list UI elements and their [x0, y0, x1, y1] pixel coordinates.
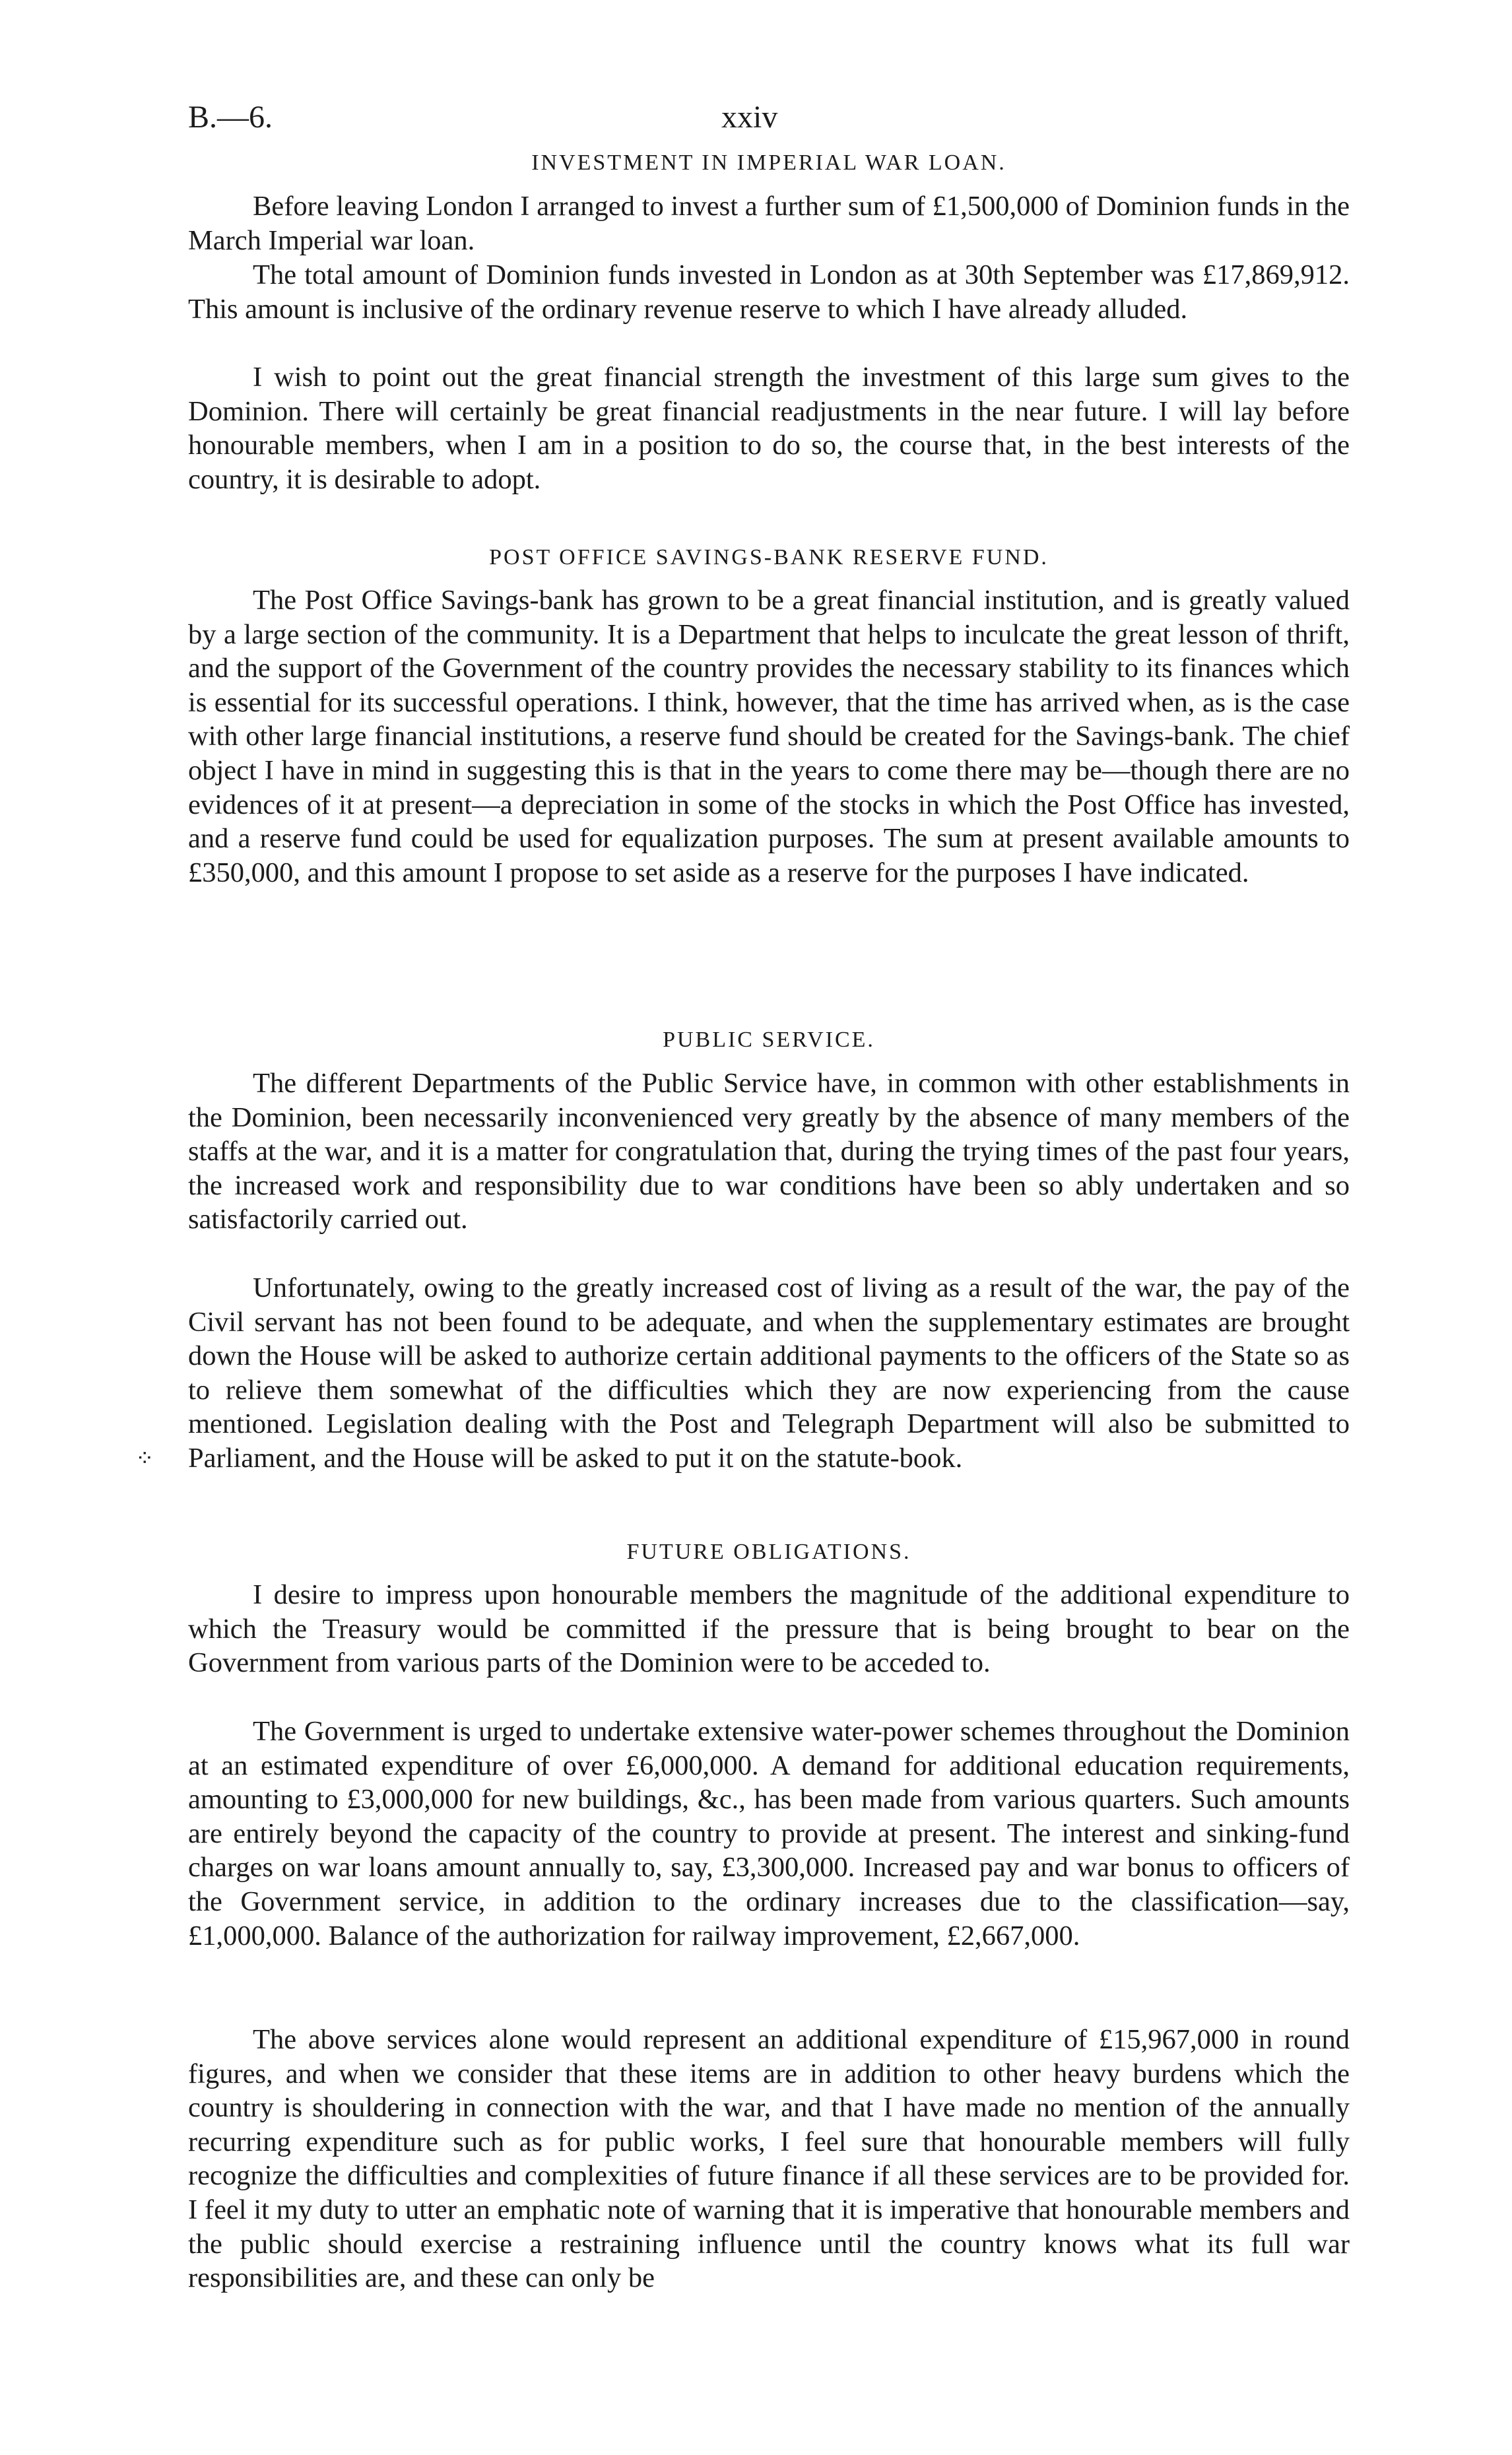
section-heading-future-obligations: FUTURE OBLIGATIONS. — [626, 1540, 911, 1564]
page-number: xxiv — [721, 100, 778, 135]
section-heading-investment: INVESTMENT IN IMPERIAL WAR LOAN. — [531, 150, 1006, 175]
paragraph: I wish to point out the great financial strength the investment of this large sum gives to the Dominion. There will certainly be great financial readjustments in the near future. I will lay before honourable members, when I am in a position to do so, the course that, in the best interests of the country, it is desirable to adopt. — [188, 362, 1350, 495]
section-heading-public-service: PUBLIC SERVICE. — [663, 1028, 875, 1052]
paragraph: The Post Office Savings-bank has grown to be a great financial institution, and is greatly valued by a large section of the community. It is a Department that helps to inculcate the great lesson of thrift, and the support of the Government of the country provides the necessary stability to its finances which is essential for its successful operations. I think, however, that the time has arrived when, as is the case with other large financial institutions, a reserve fund should be created for the Savings-bank. The chief object I have in mind in suggesting this is that in the years to come there may be—though there are no evidences of it at present—a depreciation in some of the stocks in which the Post Office has invested, and a reserve fund could be used for equalization purposes. The sum at present available amounts to £350,000, and this amount I propose to set aside as a reserve for the purposes I have indicated. — [188, 585, 1350, 888]
margin-mark: ⁘ — [135, 1447, 154, 1471]
paragraph: The above services alone would represent an additional expenditure of £15,967,000 in round figures, and when we consider that these items are in addition to other heavy burdens which the country is shouldering in connection with the war, and that I have made no mention of the annually recurring expenditure such as for public works, I feel sure that honourable members will fully recognize the difficulties and complexities of future finance if all these services are to be provided for. I feel it my duty to utter an emphatic note of warning that it is imperative that honourable members and the public should exercise a restraining influence until the country knows what its full war responsibilities are, and these can only be — [188, 2024, 1350, 2294]
paragraph: Before leaving London I arranged to invest a further sum of £1,500,000 of Dominion funds in the March Imperial war loan. — [188, 191, 1350, 256]
section-heading-savings-bank: POST OFFICE SAVINGS-BANK RESERVE FUND. — [489, 545, 1049, 570]
paragraph: The total amount of Dominion funds invested in London as at 30th September was £17,869,912. This amount is inclusive of the ordinary revenue reserve to which I have already alluded. — [188, 259, 1350, 325]
paragraph: The different Departments of the Public Service have, in common with other establishments in the Dominion, been necessarily inconvenienced very greatly by the absence of many members of the staffs at the war, and it is a matter for congratulation that, during the trying times of the past four years, the increased work and responsibility due to war conditions have been so ably undertaken and so satisfactorily carried out. — [188, 1068, 1350, 1235]
paragraph: Unfortunately, owing to the greatly increased cost of living as a result of the war, the pay of the Civil servant has not been found to be adequate, and when the supplementary estimates are brought down the House will be asked to authorize certain additional payments to the officers of the State so as to relieve them somewhat of the difficulties which they are now experiencing from the cause mentioned. Legislation dealing with the Post and Telegraph Department will also be submitted to Parliament, and the House will be asked to put it on the statute-book. — [188, 1272, 1350, 1474]
paragraph: The Government is urged to undertake extensive water-power schemes throughout the Dominion at an estimated expenditure of over £6,000,000. A demand for additional education requirements, amounting to £3,000,000 for new buildings, &c., has been made from various quarters. Such amounts are entirely beyond the capacity of the country to provide at present. The interest and sinking-fund charges on war loans amount annually to, say, £3,300,000. Increased pay and war bonus to officers of the Government service, in addition to the ordinary increases due to the classification—say, £1,000,000. Balance of the authorization for railway improvement, £2,667,000. — [188, 1716, 1350, 1951]
page-reference: B.—6. — [188, 100, 273, 135]
paragraph: I desire to impress upon honourable members the magnitude of the additional expenditure to which the Treasury would be committed if the pressure that is being brought to bear on the Government from various parts of the Dominion were to be acceded to. — [188, 1579, 1350, 1679]
